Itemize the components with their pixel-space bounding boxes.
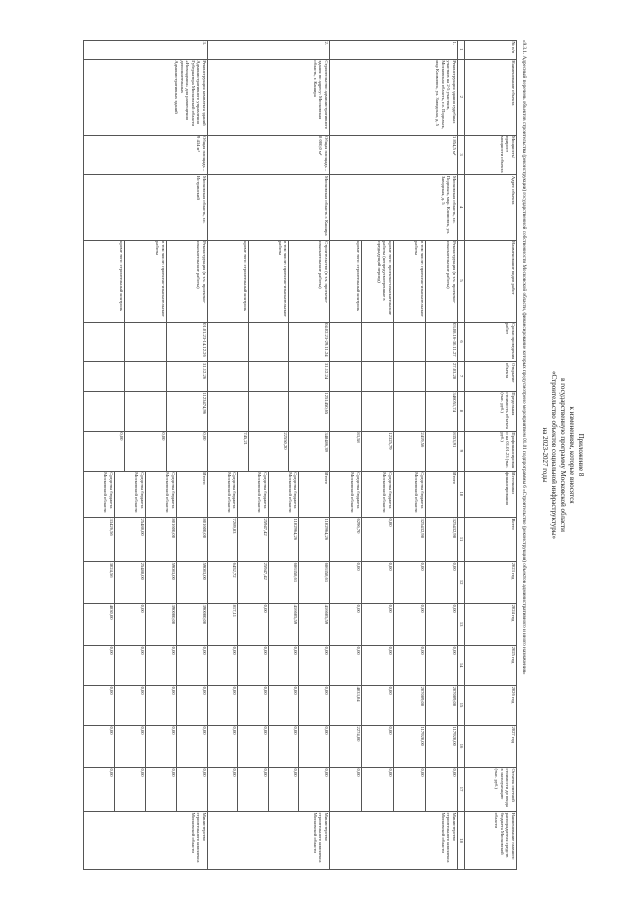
grid-line [176, 471, 177, 811]
object-opening: 31.12.24 [324, 362, 329, 380]
grid-line [84, 431, 517, 432]
amount-rest: 0,00 [263, 768, 268, 777]
limit-cost: 346051,74 [452, 392, 457, 412]
chief-administrator: Министерство строительного комплекса Московской области [312, 812, 329, 863]
grid-line [84, 767, 517, 768]
financed-amount: 348486,39 [324, 432, 329, 452]
amount-y2025: 0,00 [232, 646, 238, 655]
column-number-18: 18 [459, 838, 464, 843]
column-header-1: № п/п [511, 41, 516, 54]
grid-line [516, 40, 517, 870]
column-header-16: 2027 год [511, 726, 516, 744]
financed-amount: 0,00 [202, 432, 207, 441]
grid-line [464, 40, 465, 870]
amount-y2023: 6452,72 [232, 562, 238, 578]
grid-line [84, 174, 517, 175]
grid-line [84, 471, 517, 472]
amount-y2024: 0,00 [452, 604, 457, 613]
row-number: 1. [452, 41, 457, 45]
amount-y2023: 59083,00 [171, 562, 176, 580]
amount-rest: 0,00 [171, 768, 176, 777]
amount-y2027: 117920,00 [420, 726, 425, 746]
amount-y2025: 0,00 [140, 646, 145, 655]
financed-amount: 0,00 [119, 432, 125, 441]
amount-y2027: 117920,00 [452, 726, 457, 746]
amount-y2023: 0,00 [356, 562, 361, 571]
grid-line [329, 40, 330, 870]
work-type: кроме того: строительный контроль [356, 241, 361, 312]
amount-total: 0,00 [388, 518, 393, 527]
funding-source: Средства бюджета Московской области [134, 472, 145, 513]
column-header-6: Сроки проведения работ [505, 323, 516, 360]
row-number: 2. [324, 41, 329, 45]
appendix-title: Приложение 8 [577, 433, 585, 477]
amount-y2023: 0,00 [452, 562, 457, 571]
amount-y2025: 0,00 [263, 646, 268, 655]
grid-line [125, 240, 126, 471]
funding-source: Средства бюджета Московской области [257, 472, 268, 513]
column-header-12: 2023 год [511, 562, 516, 580]
amount-total: 6296,70 [356, 518, 361, 534]
amount-total: 325432,98 [420, 518, 425, 539]
amount-y2026: 207089,08 [452, 686, 457, 707]
financed-amount: 12325,79 [388, 432, 393, 450]
grid-line [84, 869, 517, 870]
grid-line [393, 240, 394, 471]
chief-administrator: Министерство строительного комплекса Московской области [190, 812, 207, 863]
grid-line [84, 685, 517, 686]
column-header-5: Наименование видов работ [511, 241, 516, 295]
object-capacity: Общая площадь – 9 434 м² [196, 136, 207, 172]
amount-y2027: 0,00 [293, 726, 299, 735]
grid-line [425, 240, 426, 471]
financed-amount: 8353,91 [452, 432, 457, 448]
grid-line [84, 811, 517, 812]
amount-y2027: 0,00 [109, 726, 114, 735]
funding-source: Итого [452, 472, 457, 484]
funding-source: Средства бюджета Московской области [165, 472, 176, 513]
limit-cost: 1123474,96 [202, 392, 207, 415]
grid-line [84, 725, 517, 726]
amount-y2026: 0,00 [293, 686, 299, 695]
grid-line [425, 471, 426, 811]
column-header-17: Остаток сметной стоимости до ввода в эксплуатацию (тыс. руб.) [494, 768, 516, 807]
column-header-14: 2025 год [511, 646, 516, 664]
column-header-11: Всего [511, 518, 516, 530]
amount-rest: 0,00 [202, 768, 207, 777]
grid-line [84, 645, 517, 646]
column-number-5: 5 [459, 279, 464, 282]
amount-y2027: 0,00 [263, 726, 268, 735]
grid-line [84, 561, 517, 562]
chief-administrator: Министерство строительного комплекса Московской области [440, 812, 457, 863]
amount-y2024: 390000,00 [202, 604, 207, 625]
amount-rest: 0,00 [140, 768, 145, 777]
grid-line [84, 240, 517, 241]
column-number-8: 8 [459, 409, 464, 413]
funding-source: Средства бюджета Московской области [287, 472, 299, 513]
amount-y2023: 3024,56 [109, 562, 114, 578]
amount-total: 801600,00 [202, 518, 207, 539]
column-header-4: Адрес объекта [511, 175, 516, 205]
column-number-15: 15 [459, 702, 464, 708]
grid-line [289, 240, 290, 471]
amount-y2025: 0,00 [420, 646, 425, 655]
amount-total: 33426,56 [109, 518, 114, 536]
grid-line [238, 471, 239, 811]
grid-line [457, 40, 458, 870]
column-number-16: 16 [459, 743, 464, 749]
amount-y2027: 0,00 [140, 726, 145, 735]
amount-y2024: 390000,00 [171, 604, 176, 625]
work-type: кроме того: строительный контроль [119, 241, 125, 312]
financed-amount: 0,00 [160, 432, 166, 441]
grid-line [84, 361, 517, 362]
amount-rest: 0,00 [420, 768, 425, 777]
amount-y2026: 0,00 [202, 686, 207, 695]
work-type: кроме того: строительный контроль [242, 241, 248, 312]
funding-source: Средства бюджета Московской области [350, 472, 361, 513]
amount-y2026: 0,00 [171, 686, 176, 695]
amount-y2024: 0,00 [420, 604, 425, 613]
work-type: в том числе: проектно-изыскательские работы [155, 241, 166, 317]
grid-line [299, 471, 300, 811]
column-number-13: 13 [459, 621, 464, 627]
work-dates: 01.01.23-14.12.26 [202, 323, 207, 357]
work-type: Реконструкция (в т.ч. проектно-изыскательские работы) [196, 241, 207, 304]
column-number-9: 9 [459, 449, 464, 452]
amount-y2026: 0,00 [140, 686, 145, 695]
amount-y2025: 0,00 [109, 646, 114, 655]
financed-amount: 745,21 [242, 432, 248, 445]
column-header-8: Предельная стоимость объекта (тыс. руб.) [499, 392, 516, 429]
amount-y2025: 0,00 [171, 646, 176, 655]
amount-rest: 0,00 [324, 768, 329, 777]
grid-line [268, 471, 269, 811]
grid-line [166, 240, 167, 471]
financed-amount: 2419,56 [420, 432, 425, 448]
column-header-18: Наименование главного распорядителя средств бюджета Московской области [494, 812, 516, 860]
appendix-line-1: к изменениям, которые вносятся [568, 406, 576, 504]
column-header-7: Открытие объекта [505, 362, 516, 383]
funding-source: Средства бюджета Московской области [382, 472, 393, 513]
amount-y2025: 0,00 [293, 646, 299, 655]
grid-line [84, 59, 517, 60]
grid-line [84, 40, 517, 41]
column-number-14: 14 [459, 662, 464, 668]
object-opening: 27.03.28 [452, 362, 457, 380]
object-capacity: Общая площадь – 8 000,0 м² [318, 136, 329, 172]
financed-amount: 22550,20 [283, 432, 289, 450]
amount-y2023: 0,00 [420, 562, 425, 571]
amount-y2027: 0,00 [324, 726, 329, 735]
amount-rest: 0,00 [109, 768, 114, 777]
amount-y2024: 4830,00 [109, 604, 114, 620]
address-list-table [57, 40, 517, 870]
amount-y2026: 0,00 [232, 686, 238, 695]
amount-rest: 0,00 [388, 768, 393, 777]
amount-y2027: 0,00 [232, 726, 238, 735]
grid-line [361, 471, 362, 811]
amount-total: 1102964,26 [293, 518, 299, 541]
column-number-10: 10 [459, 491, 464, 497]
work-type: Строительство (в т.ч. проектно-изыскательские работы) [318, 241, 329, 304]
amount-total: 325432,98 [452, 518, 457, 539]
grid-line [145, 471, 146, 811]
amount-y2024: 0,00 [388, 604, 393, 613]
amount-y2025: 0,00 [356, 646, 361, 655]
object-name: Реконструкция здания судебных участков на 2-5 участков, Московская область, г.о. Подольск, мкр Климовск, ул. Заводская, д. 5 [435, 60, 457, 130]
funding-source: Итого: [202, 472, 207, 486]
funding-source: Средства бюджета Московской области [226, 472, 238, 513]
amount-rest: 0,00 [356, 768, 361, 777]
object-address: Московская область, г.о. Истринский [196, 175, 207, 224]
column-number-1: 1 [459, 48, 464, 51]
amount-rest: 0,00 [232, 768, 238, 777]
amount-y2027: 0,00 [388, 726, 393, 735]
grid-line [393, 471, 394, 811]
work-dates: 03.08.16-30.11.27 [452, 323, 457, 357]
amount-total: 25947,42 [263, 518, 268, 536]
title-block [540, 40, 585, 870]
row-number: 3. [202, 41, 207, 45]
table-caption: «9.3.1. Адресный перечень объектов строительства (реконструкции) государственной собственности Московской области, финансирование которых предусмотрено мероприятием 01.01 подпрограммы 6 «Строительство (реконструкция) объектов административного и иного назначения» [521, 40, 527, 675]
amount-y2024: 817,11 [232, 604, 238, 618]
object-capacity: 1 854,5 м² [452, 136, 457, 156]
grid-line [361, 240, 362, 471]
grid-line [84, 603, 517, 604]
appendix-line-4: на 2023-2027 годы [541, 427, 549, 483]
object-address: Московская область, г.о. Подольск, мкр. Климовск, ул. Заводская, д. 5 [440, 175, 457, 234]
amount-rest: 0,00 [293, 768, 299, 777]
grid-line [84, 135, 517, 136]
amount-y2026: 4033,04 [356, 686, 361, 702]
column-number-7: 7 [459, 375, 464, 378]
funding-source: Средства бюджета Московской области [414, 472, 425, 513]
object-opening: 31.12.26 [202, 362, 207, 380]
funding-source: Итого [324, 472, 329, 484]
amount-y2027: 0,00 [171, 726, 176, 735]
object-address: Московская область г. Кашира [324, 175, 329, 236]
amount-y2023: 0,00 [388, 562, 393, 571]
column-header-10: Источники финансирования [505, 472, 516, 505]
amount-y2023: 686358,61 [293, 562, 299, 583]
amount-total: 1102964,26 [324, 518, 329, 541]
amount-total: 801600,00 [171, 518, 176, 539]
amount-total: 7269,83 [232, 518, 238, 534]
amount-y2024: 0,00 [263, 604, 268, 613]
column-number-11: 11 [459, 536, 464, 542]
amount-rest: 0,00 [452, 768, 457, 777]
amount-y2027: 0,00 [202, 726, 207, 735]
appendix-line-2: в государственную программу Московской области [559, 378, 567, 532]
amount-y2023: 686358,61 [324, 562, 329, 583]
object-name: Строительство административного здания по адресу: Московская область, г. Кашира [312, 60, 329, 130]
grid-line [84, 322, 517, 323]
work-dates: 04.02.23-29.11.24 [324, 323, 329, 357]
grid-line [84, 517, 517, 518]
amount-y2024: 0,00 [140, 604, 145, 613]
column-number-2: 2 [459, 95, 464, 98]
work-type: кроме того: проектно-изыскательские работы (непредусмотренные в предыдущий период) [376, 241, 393, 315]
column-number-6: 6 [459, 340, 464, 343]
column-number-3: 3 [459, 153, 464, 156]
column-header-13: 2024 год [511, 604, 516, 622]
amount-y2026: 0,00 [109, 686, 114, 695]
amount-y2025: 0,00 [202, 646, 207, 655]
grid-line [248, 240, 249, 471]
work-type: в том числе: проектно-изыскательские работы [414, 241, 425, 317]
financed-amount: 83,58 [356, 432, 361, 443]
amount-y2026: 0,00 [324, 686, 329, 695]
column-header-3: Мощность/ прирост мощности объекта [499, 136, 516, 173]
rotated-page [55, 40, 585, 870]
column-number-17: 17 [459, 786, 464, 792]
grid-line [114, 471, 115, 811]
amount-y2025: 0,00 [388, 646, 393, 655]
funding-source: Средства бюджета Московской области [103, 472, 114, 513]
amount-y2023: 59083,00 [202, 562, 207, 580]
column-number-12: 12 [459, 579, 464, 585]
amount-y2026: 207089,08 [420, 686, 425, 707]
appendix-line-3: «Строительство объектов социальной инфраструктуры» [550, 371, 558, 539]
column-header-2: Наименование объекта [511, 60, 516, 106]
column-header-15: 2026 год [511, 686, 516, 704]
amount-y2023: 25947,42 [263, 562, 268, 580]
amount-y2024: 416605,59 [324, 604, 329, 625]
grid-line [83, 40, 84, 870]
work-type: Реконструкция (в т.ч. проектно-изыскательские работы) [446, 241, 457, 304]
grid-line [207, 40, 208, 870]
column-number-4: 4 [459, 205, 464, 209]
amount-y2025: 0,00 [324, 646, 329, 655]
amount-y2024: 416605,59 [293, 604, 299, 625]
object-name: Реконструкция комплекса зданий Административного управления Губернатора Московской области «Новоадмин» для размещения дополнительных Административных зданий [174, 60, 207, 126]
column-header-9: Профинансировано на 01.01.23 (тыс. руб.) [499, 432, 516, 469]
amount-y2024: 0,00 [356, 604, 361, 613]
amount-y2026: 0,00 [263, 686, 268, 695]
grid-line [84, 391, 517, 392]
amount-y2023: 25488,00 [140, 562, 145, 580]
amount-y2025: 0,00 [452, 646, 457, 655]
amount-y2027: 2274,00 [356, 726, 361, 742]
amount-total: 25488,00 [140, 518, 145, 536]
work-type: в том числе: проектно-изыскательские работы [277, 241, 289, 317]
amount-y2026: 0,00 [388, 686, 393, 695]
limit-cost: 1251450,65 [324, 392, 329, 415]
